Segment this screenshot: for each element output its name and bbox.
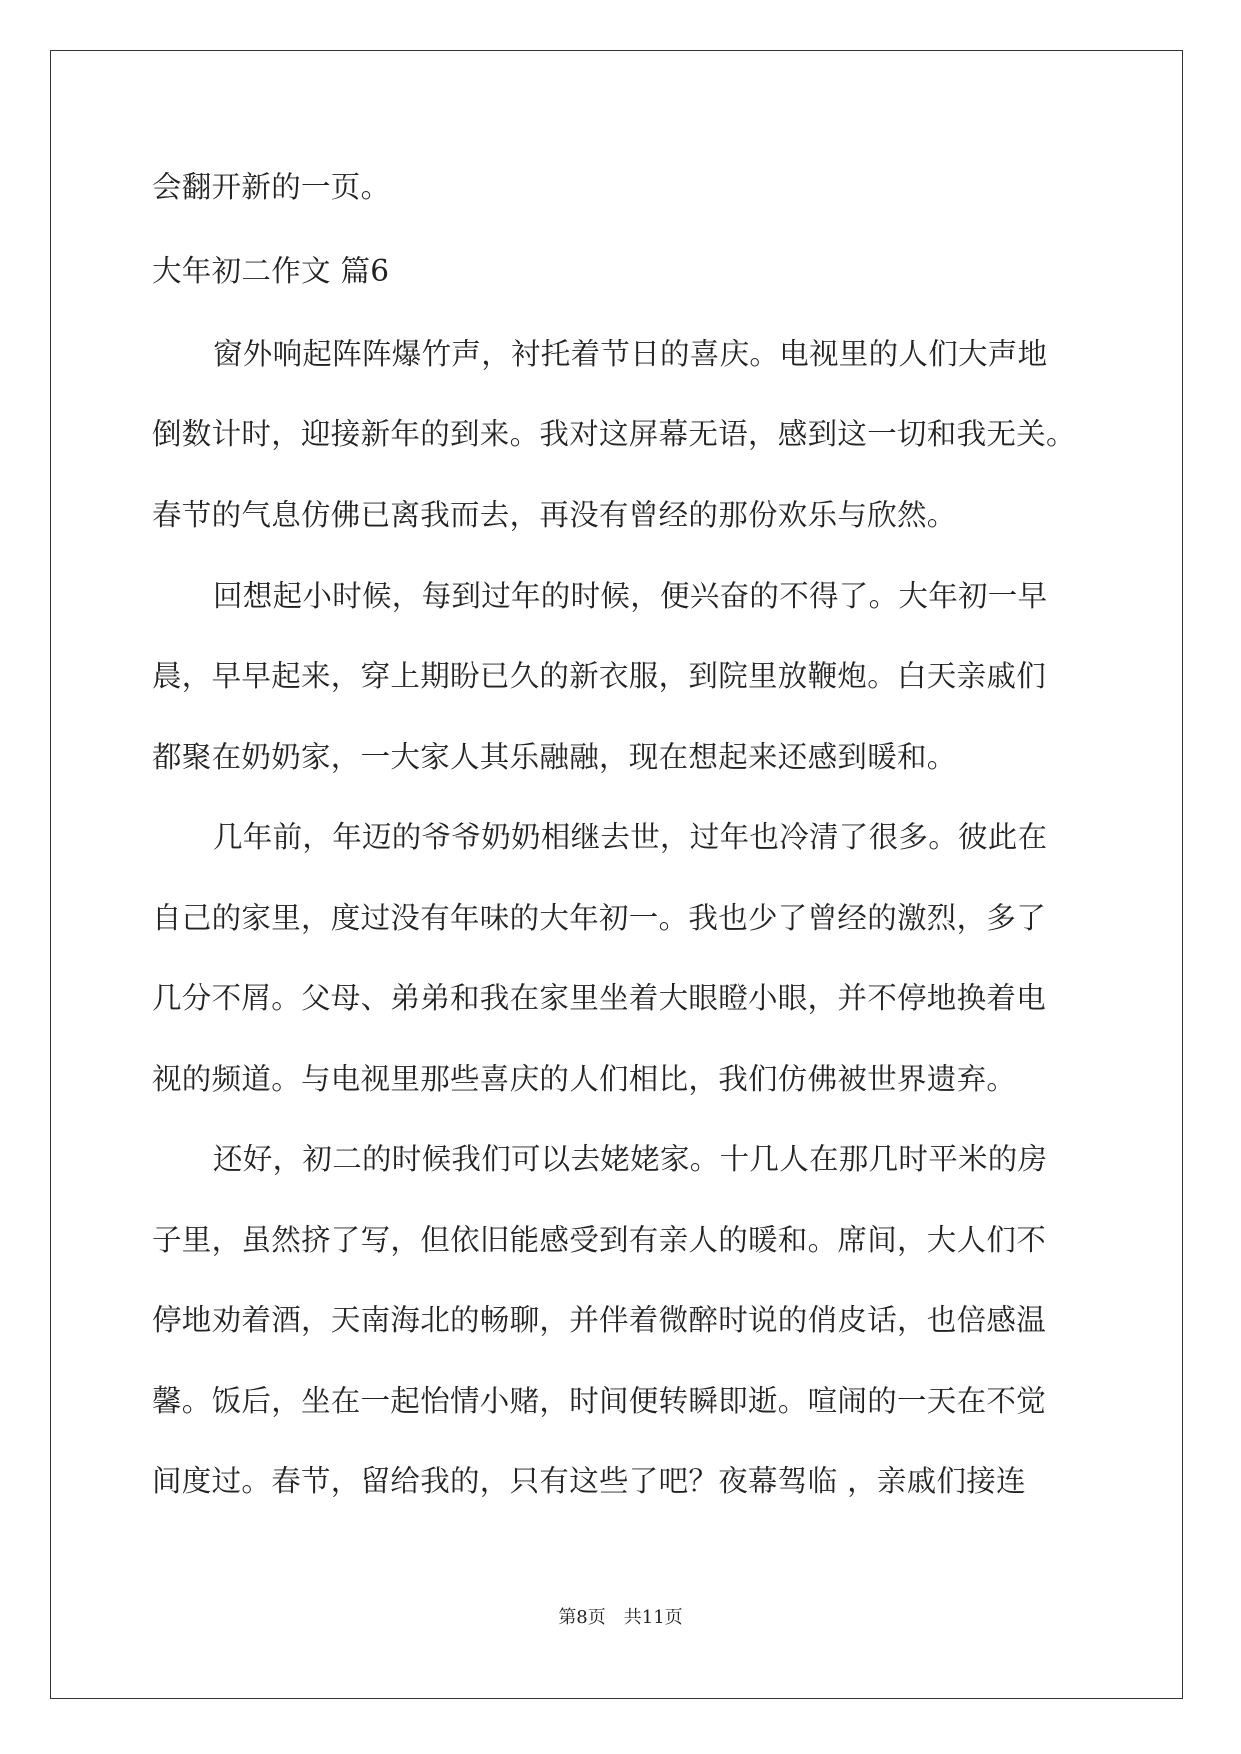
text-line: 视的频道。与电视里那些喜庆的人们相比，我们仿佛被世界遗弃。	[152, 1062, 1017, 1096]
text-line: 几年前，年迈的爷爷奶奶相继去世，过年也冷清了很多。彼此在	[213, 820, 1048, 854]
text-line: 自己的家里，度过没有年味的大年初一。我也少了曾经的激烈，多了	[152, 901, 1047, 935]
text-line: 几分不屑。父母、弟弟和我在家里坐着大眼瞪小眼，并不停地换着电	[152, 981, 1047, 1015]
text-line: 停地劝着酒，天南海北的畅聊，并伴着微醉时说的俏皮话，也倍感温	[152, 1303, 1047, 1337]
text-line: 馨。饭后，坐在一起怡情小赌，时间便转瞬即逝。喧闹的一天在不觉	[152, 1384, 1047, 1418]
text-line: 还好，初二的时候我们可以去姥姥家。十几人在那几时平米的房	[213, 1142, 1048, 1176]
page-footer	[0, 1606, 1241, 1630]
page-number: 第8页	[558, 1607, 606, 1628]
page-border	[50, 50, 1183, 1699]
text-line: 子里，虽然挤了写，但依旧能感受到有亲人的暖和。席间，大人们不	[152, 1223, 1047, 1257]
text-line: 春节的气息仿佛已离我而去，再没有曾经的那份欢乐与欣然。	[152, 498, 957, 532]
page-total: 共11页	[623, 1607, 683, 1628]
text-line: 都聚在奶奶家，一大家人其乐融融，现在想起来还感到暖和。	[152, 740, 957, 774]
section-heading: 大年初二作文 篇6	[152, 254, 390, 288]
text-line: 倒数计时，迎接新年的到来。我对这屏幕无语，感到这一切和我无关。	[152, 417, 1076, 451]
text-line: 间度过。春节，留给我的，只有这些了吧？夜幕驾临 ，亲戚们接连	[152, 1464, 1026, 1498]
text-line: 回想起小时候，每到过年的时候，便兴奋的不得了。大年初一早	[213, 579, 1048, 613]
text-line: 窗外响起阵阵爆竹声，衬托着节日的喜庆。电视里的人们大声地	[213, 337, 1048, 371]
text-line: 会翻开新的一页。	[152, 170, 391, 204]
text-line: 晨，早早起来，穿上期盼已久的新衣服，到院里放鞭炮。白天亲戚们	[152, 659, 1047, 693]
